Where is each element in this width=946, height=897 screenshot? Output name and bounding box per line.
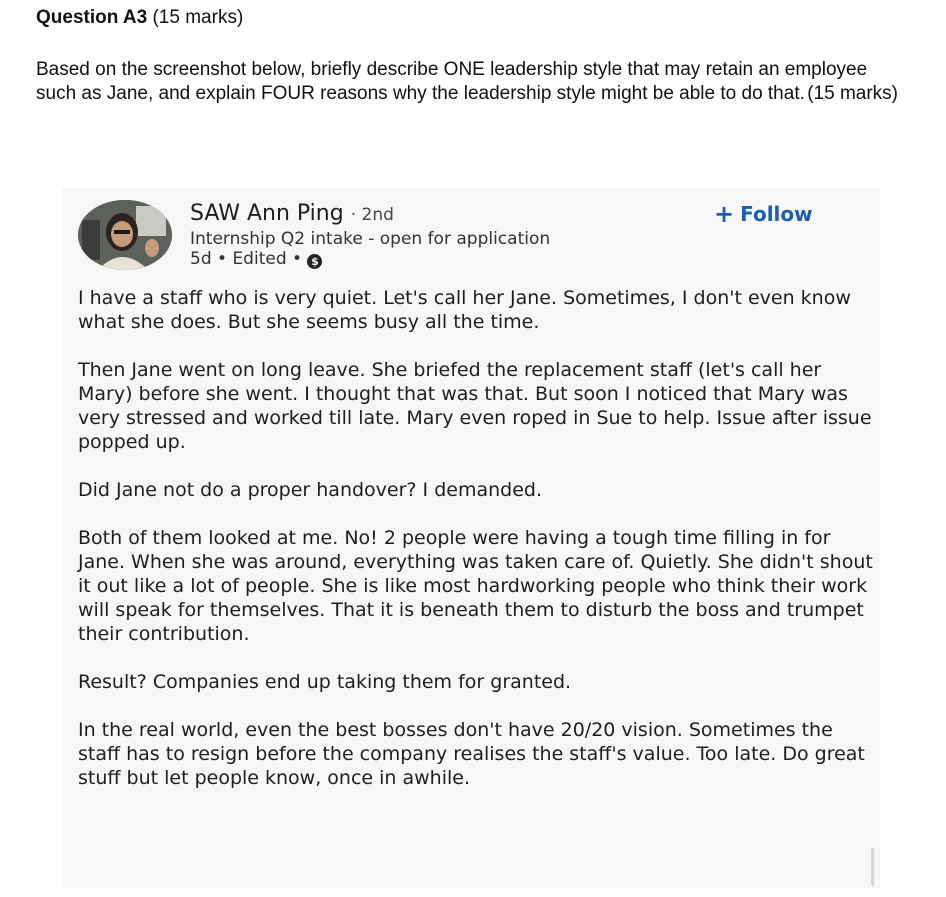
post-paragraph: Result? Companies end up taking them for granted. [78, 671, 572, 693]
post-paragraph: Then Jane went on long leave. She briefed the replacement staff (let's call her Mary) before she went. I thought that was that. But soon I noticed that Mary was very stressed and worked till late. Mary even roped in Sue to help. Issue after issue popped up. [78, 359, 872, 453]
question-header [36, 6, 243, 30]
linkedin-post-screenshot [62, 188, 880, 888]
post-paragraph: In the real world, even the best bosses don't have 20/20 vision. Sometimes the staff has to resign before the company realises the staff's value. Too late. Do great stuff but let people know, once in awhile. [78, 719, 865, 789]
post-paragraph: Did Jane not do a proper handover? I demanded. [78, 479, 542, 501]
post-paragraph: I have a staff who is very quiet. Let's call her Jane. Sometimes, I don't even know what she does. But she seems busy all the time. [78, 287, 851, 333]
author-name-line [190, 200, 394, 229]
follow-label: Follow [740, 202, 813, 226]
post-meta [190, 248, 322, 270]
post-body [78, 286, 878, 814]
question-marks: (15 marks) [152, 7, 244, 28]
connection-degree: · 2nd [350, 205, 394, 225]
plus-icon: + [714, 200, 735, 228]
post-age-edited: 5d • Edited • [190, 249, 303, 269]
author-headline: Internship Q2 intake - open for application [190, 229, 551, 249]
follow-button[interactable] [714, 200, 813, 228]
question-body [36, 58, 898, 106]
avatar [78, 200, 172, 270]
question-text: Based on the screenshot below, briefly describe ONE leadership style that may retain an employee such as Jane, and explain FOUR reasons why the leadership style might be able to do that. [36, 59, 868, 104]
scrollbar[interactable] [871, 848, 874, 886]
avatar-photo [78, 200, 172, 270]
author-name[interactable]: SAW Ann Ping [190, 201, 344, 226]
question-number: Question A3 [36, 7, 148, 28]
post-paragraph: Both of them looked at me. No! 2 people were having a tough time filling in for Jane. When she was around, everything was taken care of. Quietly. She didn't shout it out like a lot of people. She is like most hardworking people who think their work will speak for themselves. That it is beneath them to disturb the boss and trumpet their contribution. [78, 527, 873, 645]
globe-icon: $ [307, 254, 322, 269]
question-marks-inline: (15 marks) [807, 83, 898, 104]
